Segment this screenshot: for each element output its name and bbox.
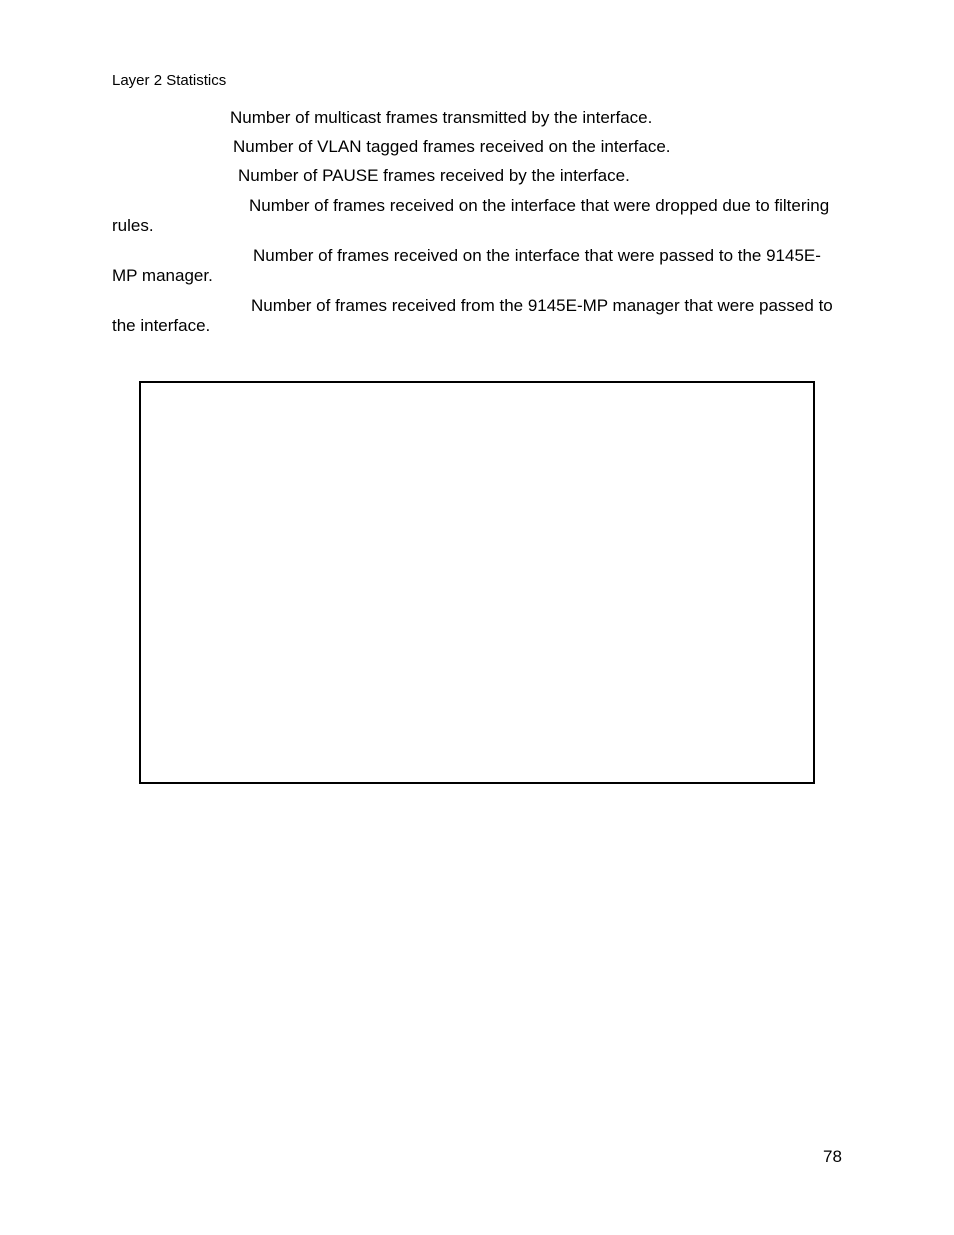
description-passed-to-manager-continuation: MP manager. — [112, 266, 213, 285]
figure-placeholder-box — [139, 381, 815, 784]
running-header: Layer 2 Statistics — [112, 72, 227, 89]
description-filtered-dropped-continuation: rules. — [112, 216, 154, 235]
description-passed-from-manager-continuation: the interface. — [112, 316, 211, 335]
description-passed-from-manager: Number of frames received from the 9145E-MP manager that were passed to — [251, 296, 833, 315]
description-vlan-tagged-rx: Number of VLAN tagged frames received on the interface. — [233, 137, 671, 156]
page-number: 78 — [823, 1147, 842, 1166]
description-multicast-tx: Number of multicast frames transmitted by the interface. — [230, 108, 653, 127]
description-pause-rx: Number of PAUSE frames received by the interface. — [238, 166, 630, 185]
description-passed-to-manager: Number of frames received on the interface that were passed to the 9145E- — [253, 246, 821, 265]
description-filtered-dropped: Number of frames received on the interface that were dropped due to filtering — [249, 196, 830, 215]
